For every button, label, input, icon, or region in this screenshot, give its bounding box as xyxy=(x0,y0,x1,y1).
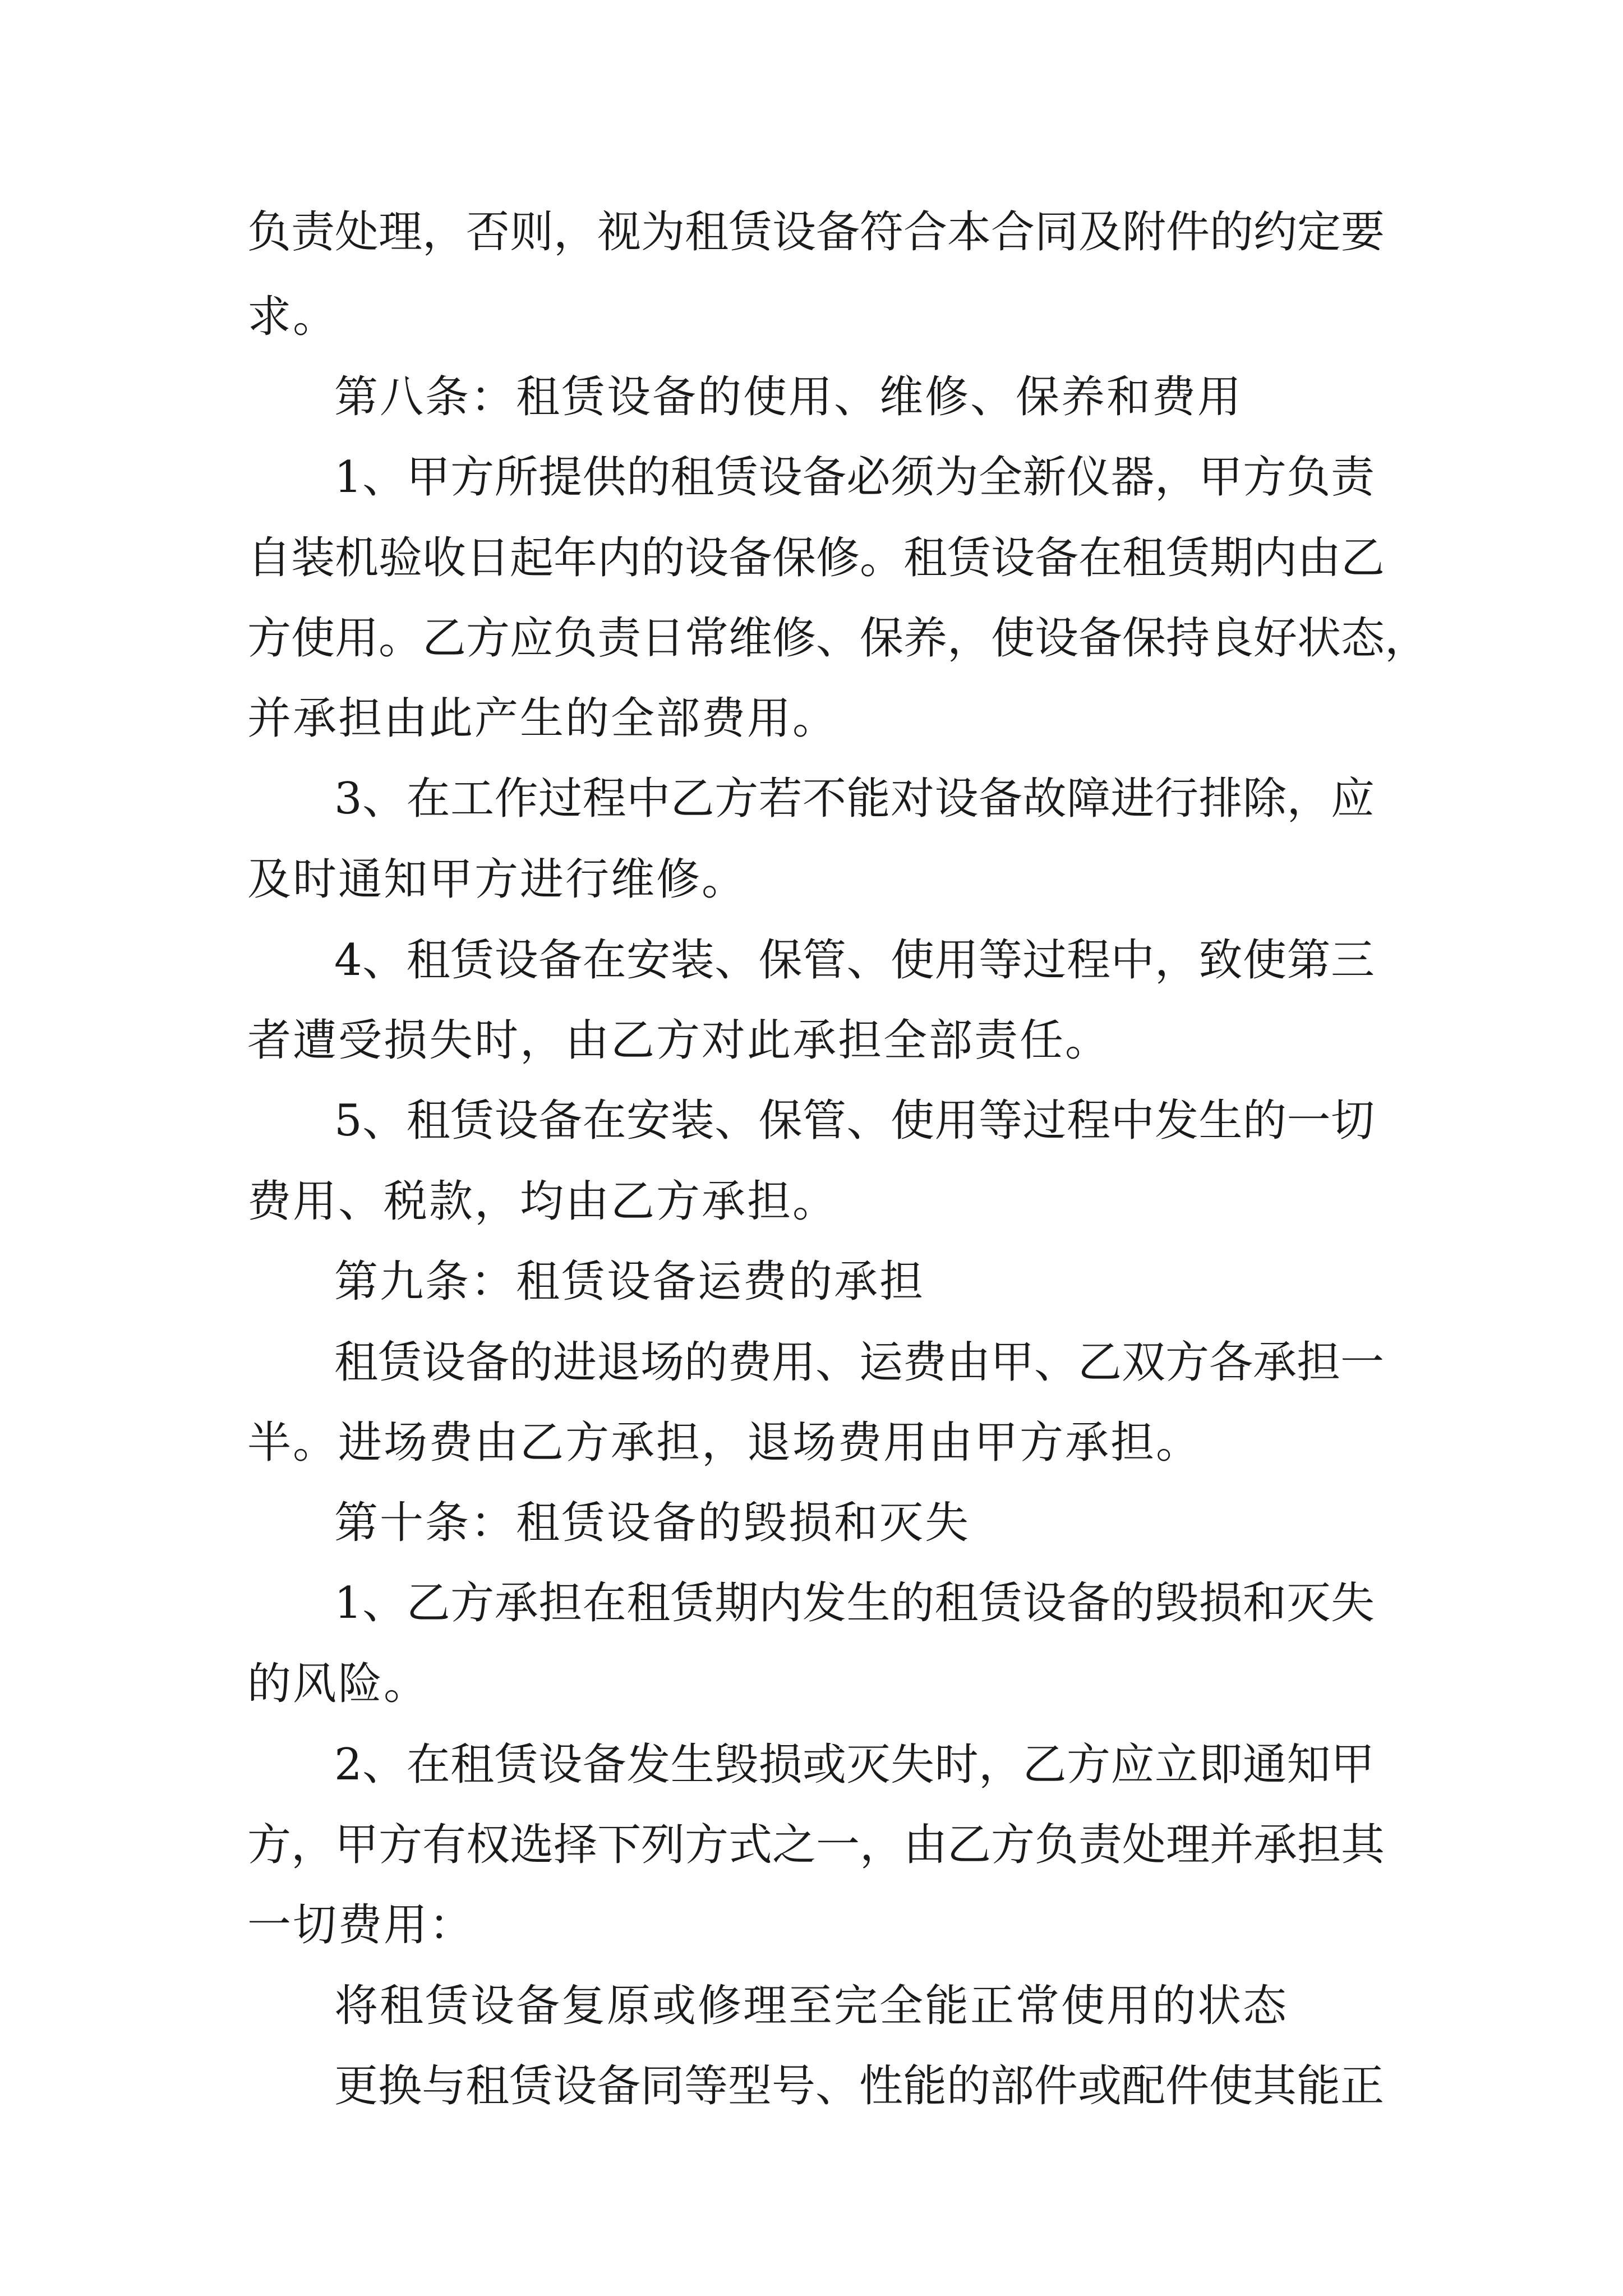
text-line: 方使用。乙方应负责日常维修、保养，使设备保持良好状态， xyxy=(247,613,1429,664)
section-heading: 第八条：租赁设备的使用、维修、保养和费用 xyxy=(334,372,1243,422)
text-line: 4、租赁设备在安装、保管、使用等过程中，致使第三 xyxy=(334,935,1375,986)
text-line: 5、租赁设备在安装、保管、使用等过程中发生的一切 xyxy=(334,1096,1375,1146)
text-line: 更换与租赁设备同等型号、性能的部件或配件使其能正 xyxy=(334,2061,1385,2111)
text-line: 2、在租赁设备发生毁损或灭失时，乙方应立即通知甲 xyxy=(334,1740,1375,1790)
text-line: 负责处理，否则，视为租赁设备符合本合同及附件的约定要 xyxy=(247,207,1385,257)
text-line: 1、乙方承担在租赁期内发生的租赁设备的毁损和灭失 xyxy=(334,1578,1375,1628)
text-line: 并承担由此产生的全部费用。 xyxy=(247,693,838,744)
text-line: 一切费用： xyxy=(247,1900,475,1950)
text-line: 3、在工作过程中乙方若不能对设备故障进行排除，应 xyxy=(334,774,1375,824)
text-line: 求。 xyxy=(247,292,339,342)
text-line: 租赁设备的进退场的费用、运费由甲、乙双方各承担一 xyxy=(334,1337,1385,1388)
text-line: 的风险。 xyxy=(247,1659,430,1709)
text-line: 半。进场费由乙方承担，退场费用由甲方承担。 xyxy=(247,1418,1202,1468)
text-line: 方，甲方有权选择下列方式之一，由乙方负责处理并承担其 xyxy=(247,1820,1385,1870)
section-heading: 第十条：租赁设备的毁损和灭失 xyxy=(334,1498,971,1548)
text-line: 及时通知甲方进行维修。 xyxy=(247,854,748,905)
text-line: 者遭受损失时，由乙方对此承担全部责任。 xyxy=(247,1015,1111,1066)
section-heading: 第九条：租赁设备运费的承担 xyxy=(334,1257,925,1307)
text-line: 1、甲方所提供的租赁设备必须为全新仪器，甲方负责 xyxy=(334,452,1375,503)
text-line: 自装机验收日起年内的设备保修。租赁设备在租赁期内由乙 xyxy=(247,533,1385,583)
text-line: 费用、税款，均由乙方承担。 xyxy=(247,1176,838,1227)
text-line: 将租赁设备复原或修理至完全能正常使用的状态 xyxy=(334,1981,1289,2031)
